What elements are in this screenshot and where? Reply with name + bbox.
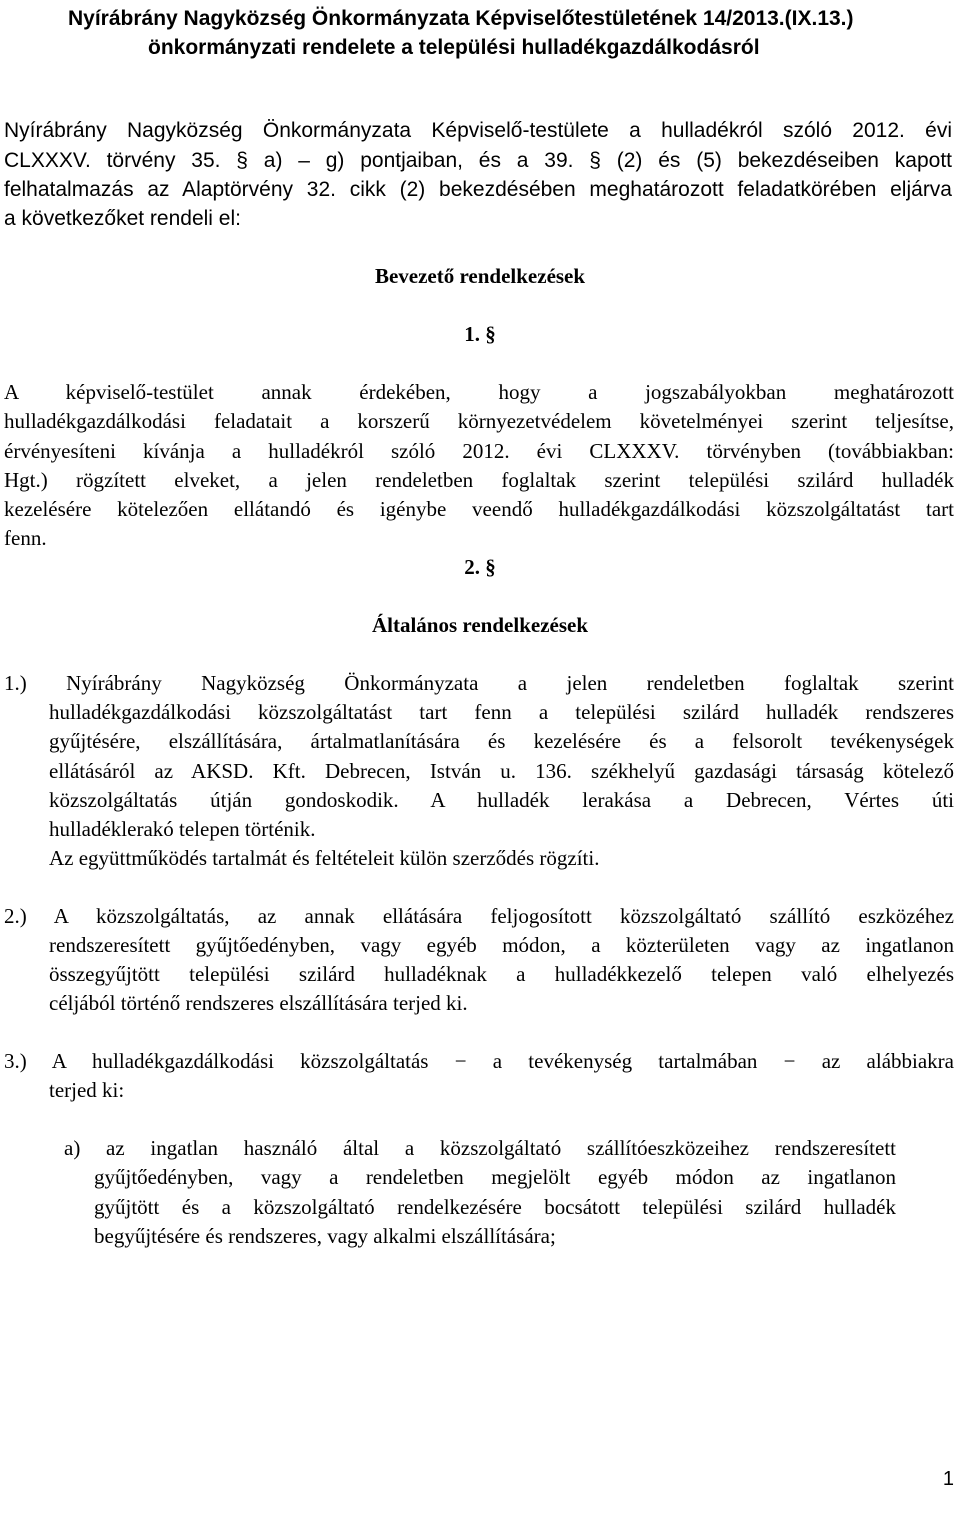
item-a-line-1: a) az ingatlan használó által a közszolgáltató szállítóeszközeihez rendszeresített [64, 1136, 896, 1160]
para1-line-5: közszolgáltatás útján gondoskodik. A hulladék lerakása a Debrecen, Vértes úti [49, 788, 954, 812]
section1-line-5: kezelésére kötelezően ellátandó és igénybe veendő hulladékgazdálkodási közszolgáltatást tart [4, 497, 954, 521]
section-number-1: 1. § [464, 322, 496, 346]
document-title-line-1: Nyírábrány Nagyközség Önkormányzata Képviselőtestületének 14/2013.(IX.13.) [68, 7, 854, 30]
preamble-line-3: felhatalmazás az Alaptörvény 32. cikk (2) bekezdésében meghatározott feladatkörében eljárva [4, 178, 952, 201]
section1-line-4: Hgt.) rögzített elveket, a jelen rendeletben foglaltak szerint települési szilárd hulladék [4, 468, 954, 492]
section1-line-1: A képviselő-testület annak érdekében, hogy a jogszabályokban meghatározott [4, 380, 954, 404]
document-title-line-2: önkormányzati rendelete a települési hulladékgazdálkodásról [148, 36, 760, 59]
para1-line-2: hulladékgazdálkodási közszolgáltatást tart fenn a települési szilárd hulladék rendszeres [49, 700, 954, 724]
para1-line-4: ellátásáról az AKSD. Kft. Debrecen, István u. 136. székhelyű gazdasági társaság kötelező [49, 759, 954, 783]
para1-line-3: gyűjtésére, elszállítására, ártalmatlanítására és kezelésére és a felsorolt tevékenységek [49, 729, 954, 753]
para1-line-7: Az együttműködés tartalmát és feltételeit külön szerződés rögzíti. [49, 846, 600, 870]
section1-line-6: fenn. [4, 526, 47, 550]
para1-line-6: hulladéklerakó telepen történik. [49, 817, 316, 841]
preamble-line-1: Nyírábrány Nagyközség Önkormányzata Képviselő-testülete a hulladékról szóló 2012. évi [4, 119, 952, 142]
para3-line-2: terjed ki: [49, 1078, 125, 1102]
para2-line-1: 2.) A közszolgáltatás, az annak ellátására feljogosított közszolgáltató szállító eszközéhez [4, 904, 954, 928]
para2-line-3: összegyűjtött települési szilárd hulladéknak a hulladékkezelő telepen való elhelyezés [49, 962, 954, 986]
para3-line-1: 3.) A hulladékgazdálkodási közszolgáltatás − a tevékenység tartalmában − az alábbiakra [4, 1049, 954, 1073]
section-number-2: 2. § [464, 555, 496, 579]
page-number: 1 [942, 1468, 954, 1490]
section1-line-2: hulladékgazdálkodási feladatait a korszerű környezetvédelem követelményei szerint teljesítse, [4, 409, 954, 433]
para1-line-1: 1.) Nyírábrány Nagyközség Önkormányzata a jelen rendeletben foglaltak szerint [4, 671, 954, 695]
preamble-line-2: CLXXXV. törvény 35. § a) – g) pontjaiban, és a 39. § (2) és (5) bekezdéseiben kapott [4, 149, 952, 172]
para2-line-4: céljából történő rendszeres elszállítására terjed ki. [49, 991, 468, 1015]
para2-line-2: rendszeresített gyűjtőedényben, vagy egyéb módon, a közterületen vagy az ingatlanon [49, 933, 954, 957]
section1-line-3: érvényesíteni kívánja a hulladékról szóló 2012. évi CLXXXV. törvényben (továbbiakban: [4, 439, 954, 463]
item-a-line-4: begyűjtésére és rendszeres, vagy alkalmi elszállítására; [94, 1224, 556, 1248]
item-a-line-2: gyűjtőedényben, vagy a rendeletben megjelölt egyéb módon az ingatlanon [94, 1165, 896, 1189]
section-heading-introductory: Bevezető rendelkezések [374, 264, 586, 288]
preamble-line-4: a következőket rendeli el: [4, 207, 241, 230]
item-a-line-3: gyűjtött és a közszolgáltató rendelkezésére bocsátott települési szilárd hulladék [94, 1195, 896, 1219]
section-heading-general: Általános rendelkezések [371, 613, 589, 637]
